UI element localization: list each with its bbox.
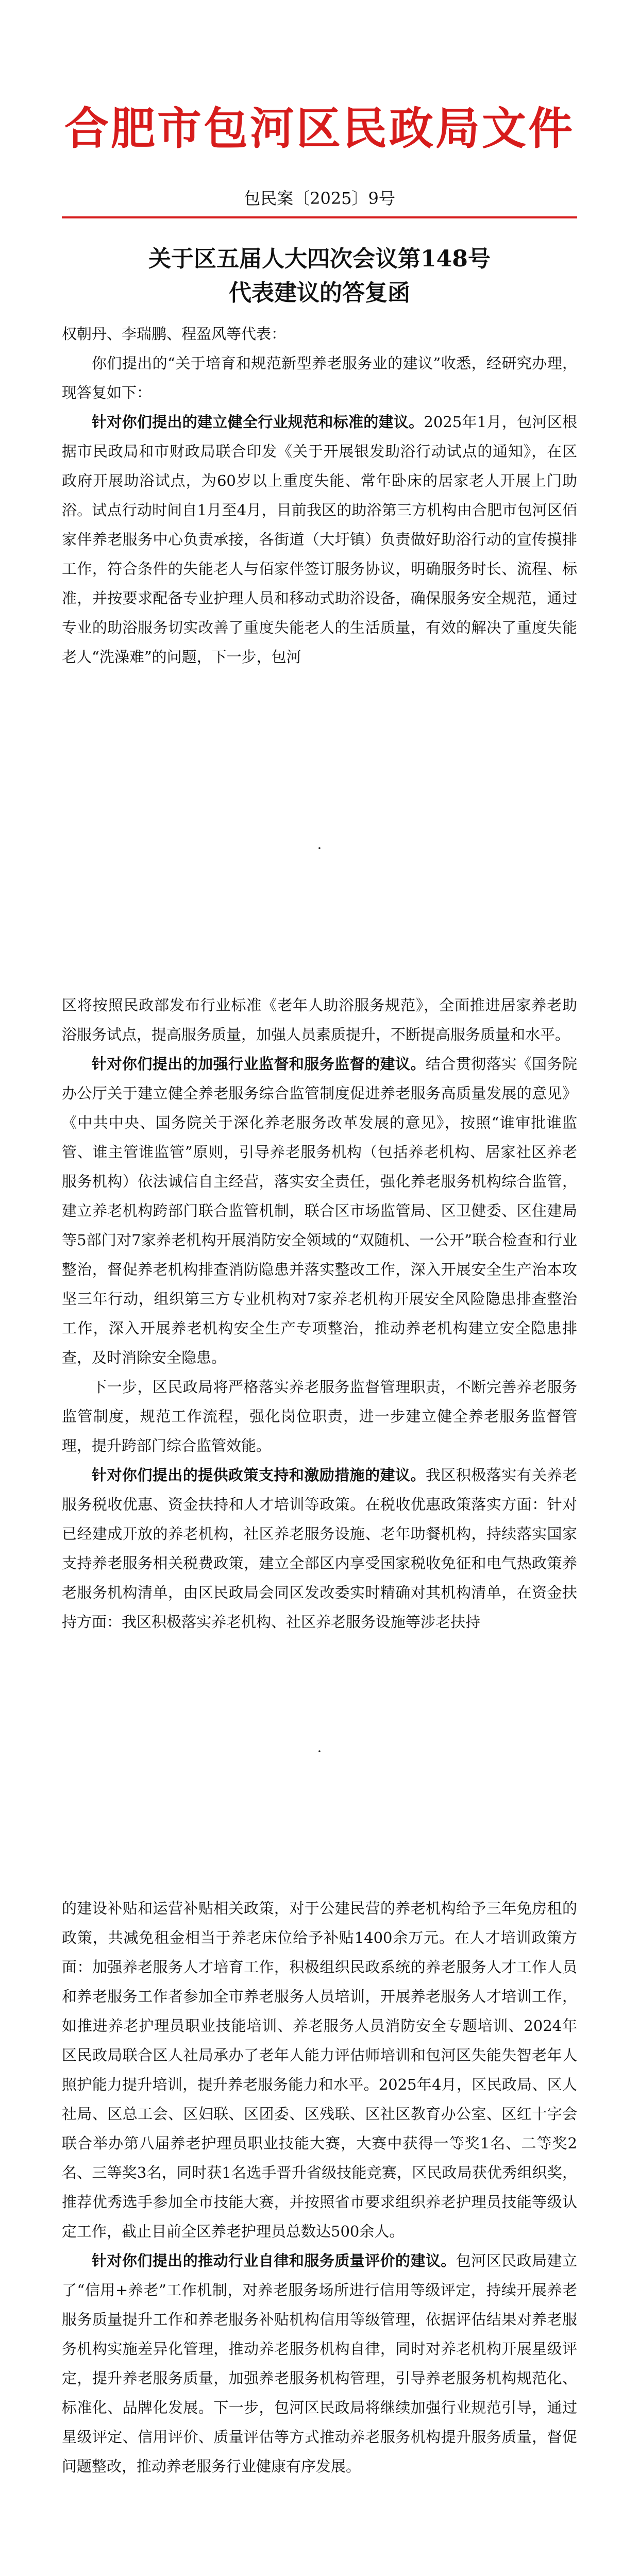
document-page-1 [0,0,639,903]
reply-title-line-1: 关于区五届人大四次会议第148号 [148,246,491,272]
paragraph: 针对你们提出的建立健全行业规范和标准的建议。2025年1月，包河区根据市民政局和市财政局联合印发《关于开展银发助浴行动试点的通知》，在区政府开展助浴试点，为60岁以上重度失能、常年卧床的居家老人开展上门助浴。试点行动时间自1月至4月，目前我区的助浴第三方机构由合肥市包河区佰家伴养老服务中心负责承接，各街道（大圩镇）负责做好助浴行动的宣传摸排工作，符合条件的失能老人与佰家伴签订服务协议，明确服务时长、流程、标准，并按要求配备专业护理人员和移动式助浴设备，确保服务安全规范，通过专业的助浴服务切实改善了重度失能老人的生活质量，有效的解决了重度失能老人“洗澡难”的问题，下一步，包河 [62,413,577,666]
paragraph-lead: 针对你们提出的推动行业自律和服务质量评价的建议。 [92,2252,456,2269]
reply-title-line-2: 代表建议的答复函 [229,280,410,306]
paragraph: 的建设补贴和运营补贴相关政策，对于公建民营的养老机构给予三年免房租的政策，共减免租金相当于养老床位给予补贴1400余万元。在人才培训政策方面：加强养老服务人才培育工作，积极组织民政系统的养老服务人才工作人员和养老服务工作者参加全市养老服务人员培训，开展养老服务人才培训工作，如推进养老护理员职业技能培训、养老服务人员消防安全专题培训、2024年区民政局联合区人社局承办了老年人能力评估师培训和包河区失能失智老年人照护能力提升培训，提升养老服务能力和水平。2025年4月，区民政局、区人社局、区总工会、区妇联、区团委、区残联、区社区教育办公室、区红十字会联合举办第八届养老护理员职业技能大赛，大赛中获得一等奖1名、二等奖2名、三等奖3名，同时获1名选手晋升省级技能竞赛，区民政局获优秀组织奖，推荐优秀选手参加全市技能大赛，并按照省市要求组织养老护理员技能等级认定工作，截止目前全区养老护理员总数达500余人。 [62,1900,577,2240]
paragraph: 针对你们提出的加强行业监督和服务监督的建议。结合贯彻落实《国务院办公厅关于建立健全养老服务综合监管制度促进养老服务高质量发展的意见》《中共中央、国务院关于深化养老服务改革发展的意见》，按照“谁审批谁监管、谁主管谁监管”原则，引导养老服务机构（包括养老机构、居家社区养老服务机构）依法诚信自主经营，落实安全责任，强化养老服务机构综合监管，建立养老机构跨部门联合监管机制，联合区市场监管局、区卫健委、区住建局等5部门对7家养老机构开展消防安全领域的“双随机、一公开”联合检查和行业整治，督促养老机构排查消防隐患并落实整改工作，深入开展安全生产治本攻坚三年行动，组织第三方专业机构对7家养老机构开展安全风险隐患排查整治工作，深入开展养老机构安全生产专项整治，推动养老机构建立安全隐患排查，及时消除安全隐患。 [62,1055,577,1366]
paragraph: 针对你们提出的提供政策支持和激励措施的建议。我区积极落实有关养老服务税收优惠、资金扶持和人才培训等政策。在税收优惠政策落实方面：针对已经建成开放的养老机构，社区养老服务设施、老年助餐机构，持续落实国家支持养老服务相关税费政策，建立全部区内享受国家税收免征和电气热政策养老服务机构清单，由区民政局会同区发改委实时精确对其机构清单，在资金扶持方面：我区积极落实养老机构、社区养老服务设施等涉老扶持 [62,1466,577,1631]
document-number: 包民案〔2025〕9号 [244,189,395,208]
paragraph-lead: 针对你们提出的提供政策支持和激励措施的建议。 [92,1466,426,1484]
paragraph: 针对你们提出的推动行业自律和服务质量评价的建议。包河区民政局建立了“信用+养老”工作机制，对养老服务场所进行信用等级评定，持续开展养老服务质量提升工作和养老服务补贴机构信用等级管理，依据评估结果对养老服务机构实施差异化管理，推动养老服务机构自律，同时对养老机构开展星级评定，提升养老服务质量，加强养老服务机构管理，引导养老服务机构规范化、标准化、品牌化发展。下一步，包河区民政局将继续加强行业规范引导，通过星级评定、信用评价、质量评估等方式推动养老服务机构提升服务质量，督促问题整改，推动养老服务行业健康有序发展。 [62,2252,577,2475]
salutation: 权朝丹、李瑞鹏、程盈风等代表： [62,325,287,343]
document-header-title: 合肥市包河区民政局文件 [64,103,575,155]
page-1-body [62,319,577,672]
paragraph-lead: 针对你们提出的加强行业监督和服务监督的建议。 [92,1055,426,1073]
reply-title [0,242,639,310]
document-page-3 [0,1806,639,2576]
paragraph: 区将按照民政部发布行业标准《老年人助浴服务规范》，全面推进居家养老助浴服务试点，提高服务质量，加强人员素质提升，不断提高服务质量和水平。 [62,996,577,1043]
paragraph-lead: 针对你们提出的建立健全行业规范和标准的建议。 [92,413,424,431]
page-2-body [62,991,577,1637]
red-divider [62,216,577,218]
page-number: · [317,840,322,857]
paragraph: 下一步，区民政局将严格落实养老服务监督管理职责，不断完善养老服务监管制度，规范工作流程，强化岗位职责，进一步建立健全养老服务监督管理，提升跨部门综合监管效能。 [62,1378,577,1454]
page-3-body [62,1894,577,2481]
page-number: · [317,1743,322,1760]
document-page-2 [0,903,639,1806]
paragraph: 你们提出的“关于培育和规范新型养老服务业的建议”收悉，经研究办理，现答复如下： [62,354,577,401]
